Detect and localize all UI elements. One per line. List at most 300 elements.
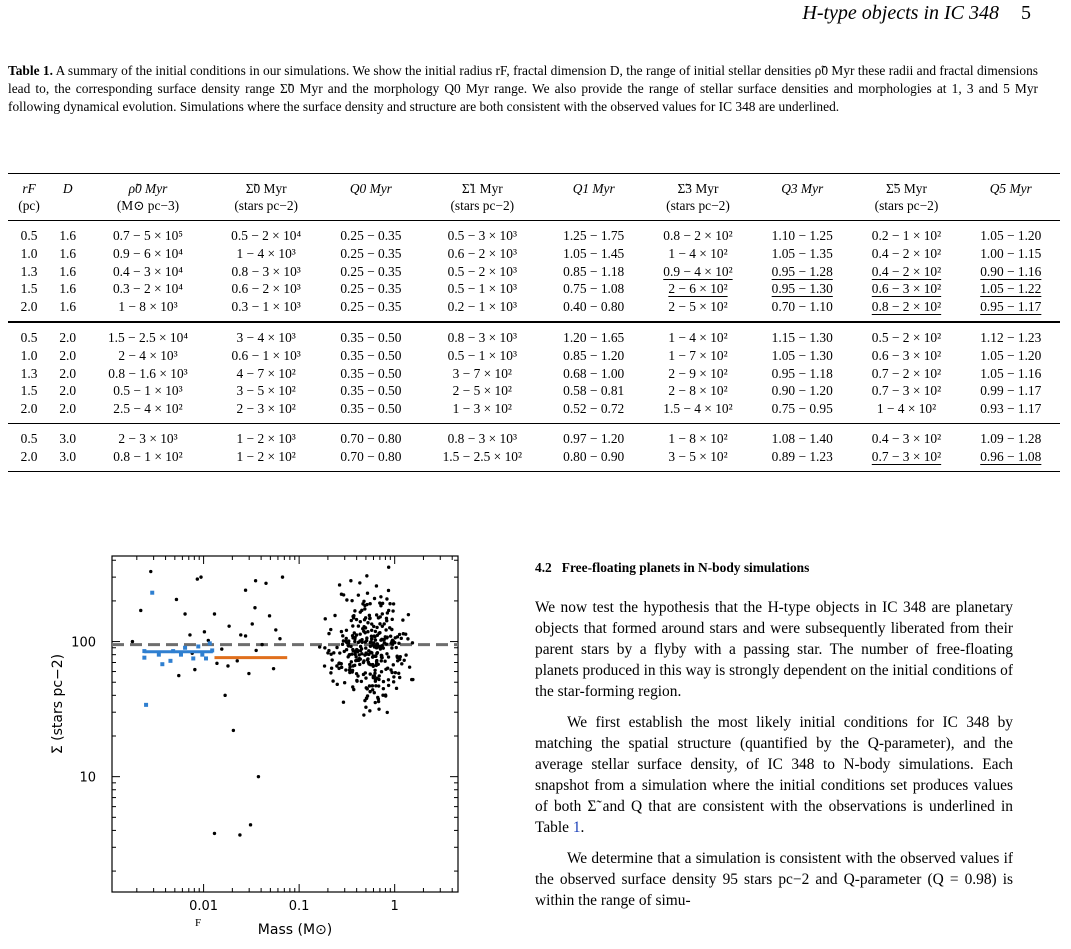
star-point [371, 663, 374, 666]
table-cell: 0.3 − 2 × 10⁴ [112, 281, 183, 297]
table-cell: 1.0 [20, 245, 38, 261]
star-point [249, 823, 252, 826]
table-cell: 0.5 − 2 × 10² [871, 329, 942, 345]
star-point [371, 688, 374, 691]
table-cell: 0.97 − 1.20 [563, 430, 625, 446]
column-header [962, 174, 1060, 221]
star-point [369, 641, 372, 644]
star-point [329, 653, 332, 656]
table-cell: 0.5 [20, 228, 38, 243]
star-point [360, 680, 363, 683]
blue-point [208, 641, 212, 645]
star-point [411, 678, 414, 681]
table-cell: 0.35 − 0.50 [340, 401, 402, 417]
star-point [268, 614, 271, 617]
star-point [381, 694, 384, 697]
table-cell: 1.00 − 1.15 [980, 245, 1042, 261]
star-point [345, 629, 348, 632]
star-point [358, 663, 361, 666]
star-point [193, 668, 196, 671]
table-cell: 1.05 − 1.20 [980, 228, 1042, 243]
star-point [380, 670, 383, 673]
column-header [851, 174, 961, 221]
table-cell: 2 − 5 × 10² [668, 299, 728, 315]
summary-table [8, 173, 1060, 472]
star-point [351, 648, 354, 651]
blue-point [179, 653, 183, 657]
star-point [353, 640, 356, 643]
star-point [386, 635, 389, 638]
x-tick-label: 1 [390, 899, 399, 914]
star-point [402, 632, 405, 635]
table-cell: 0.35 − 0.50 [340, 383, 402, 399]
star-point [392, 663, 395, 666]
star-point [257, 775, 260, 778]
paragraph-3: We determine that a simulation is consistent with the observed values if the observed surface density 95 stars pc−2 and Q-parameter (Q = 0.98) is within the range of simu- [535, 850, 1013, 909]
star-point [351, 670, 354, 673]
column-symbol: Q0 Myr [349, 181, 392, 196]
star-point [377, 616, 380, 619]
table-cell: 1 − 3 × 10² [452, 401, 512, 417]
star-point [333, 614, 336, 617]
table-cell: 1 − 4 × 10² [668, 245, 728, 261]
star-point [196, 577, 199, 580]
star-point [391, 618, 394, 621]
star-point [374, 630, 377, 633]
star-point [364, 646, 367, 649]
table-cell: 0.25 − 0.35 [340, 245, 402, 261]
star-point [374, 638, 377, 641]
star-point [380, 654, 383, 657]
table-cell: 4 − 7 × 10² [236, 365, 296, 381]
blue-point [168, 659, 172, 663]
star-point [358, 632, 361, 635]
table-cell: 3 − 5 × 10² [668, 448, 728, 464]
star-point [330, 658, 333, 661]
table-row [8, 298, 1060, 322]
y-axis-label: Σ (stars pc−2) [50, 653, 66, 755]
star-point [390, 671, 393, 674]
blue-point [142, 649, 146, 653]
table-row [8, 382, 1060, 400]
star-point [406, 637, 409, 640]
table-cell: 0.89 − 1.23 [771, 448, 833, 464]
column-symbol: D [62, 181, 73, 196]
star-point [183, 612, 186, 615]
paragraph-2-end: . [580, 819, 585, 836]
star-point [188, 633, 191, 636]
star-point [383, 660, 386, 663]
star-point [394, 671, 397, 674]
star-point [318, 645, 321, 648]
star-point [348, 663, 351, 666]
table-cell: 0.80 − 0.90 [563, 448, 625, 464]
table-cell: 1.6 [59, 228, 77, 243]
star-point [376, 634, 379, 637]
star-point [390, 646, 393, 649]
plot-frame [112, 556, 458, 892]
table-cell: 0.99 − 1.17 [980, 383, 1042, 399]
star-point [351, 615, 354, 618]
star-point [385, 642, 388, 645]
table-row [8, 347, 1060, 365]
table-cell: 0.70 − 0.80 [340, 430, 402, 446]
star-point [213, 832, 216, 835]
table-cell: 2 − 3 × 10² [236, 401, 296, 417]
blue-point [196, 644, 200, 648]
table-reference-link[interactable]: 1 [572, 819, 581, 836]
star-point [272, 667, 275, 670]
star-point [175, 598, 178, 601]
table-cell: 0.4 − 3 × 10² [871, 430, 942, 446]
star-point [384, 628, 387, 631]
table-cell: 0.8 − 2 × 10² [663, 228, 733, 243]
table-cell: 1 − 8 × 10² [668, 430, 728, 446]
table-cell: 2.0 [20, 401, 38, 417]
star-point [247, 672, 250, 675]
star-point [323, 664, 326, 667]
column-header [50, 174, 85, 221]
star-point [346, 655, 349, 658]
star-point [373, 691, 376, 694]
star-point [361, 641, 364, 644]
table-cell: 1.05 − 1.35 [771, 245, 833, 261]
blue-point [171, 649, 175, 653]
star-point [368, 602, 371, 605]
star-point [385, 597, 388, 600]
table-cell: 2.0 [59, 329, 77, 345]
table-cell: 0.8 − 1 × 10² [113, 448, 183, 464]
table-cell: 0.95 − 1.18 [771, 365, 833, 381]
table-cell: 0.95 − 1.30 [771, 281, 833, 297]
star-point [383, 638, 386, 641]
star-point [386, 711, 389, 714]
table-cell: 0.25 − 0.35 [340, 299, 402, 315]
table-cell: 0.8 − 3 × 10³ [447, 329, 517, 345]
star-point [238, 833, 241, 836]
star-point [366, 687, 369, 690]
star-point [331, 679, 334, 682]
table-cell: 1.05 − 1.16 [980, 365, 1042, 381]
star-point [359, 620, 362, 623]
star-point [397, 672, 400, 675]
star-point [338, 661, 341, 664]
table-cell: 0.3 − 1 × 10³ [231, 299, 301, 315]
star-point [399, 655, 402, 658]
table-cell: 0.6 − 3 × 10² [871, 281, 942, 297]
star-point [408, 665, 411, 668]
star-point [388, 602, 391, 605]
star-point [343, 650, 346, 653]
star-point [274, 628, 277, 631]
star-point [355, 633, 358, 636]
table-cell: 2.0 [59, 347, 77, 363]
table-cell: 1.12 − 1.23 [980, 329, 1042, 345]
column-symbol: Q1 Myr [572, 181, 615, 196]
star-point [338, 651, 341, 654]
star-point [131, 640, 134, 643]
star-point [403, 659, 406, 662]
column-header [322, 174, 420, 221]
table-cell: 2.0 [59, 401, 77, 417]
blue-point [142, 656, 146, 660]
star-point [353, 664, 356, 667]
column-symbol: Σ̃5 Myr [886, 181, 927, 196]
table-cell: 0.4 − 3 × 10⁴ [112, 263, 183, 279]
star-point [379, 645, 382, 648]
table-cell: 1.20 − 1.65 [563, 329, 625, 345]
star-point [367, 649, 370, 652]
star-point [327, 632, 330, 635]
table-cell: 2.0 [20, 299, 38, 315]
column-symbol: Q5 Myr [989, 181, 1032, 196]
column-unit: (stars pc−2) [666, 198, 730, 213]
star-point [387, 565, 390, 568]
star-point [400, 637, 403, 640]
star-point [373, 597, 376, 600]
x-axis-label: Mass (M⊙) [257, 922, 333, 938]
star-point [397, 642, 400, 645]
star-point [363, 607, 366, 610]
star-point [177, 674, 180, 677]
table-cell: 1.5 − 2.5 × 10² [442, 448, 522, 464]
table-row [8, 423, 1060, 447]
table-cell: 0.6 − 3 × 10² [871, 347, 942, 363]
table-cell: 2.0 [20, 448, 38, 464]
table-cell: 0.8 − 3 × 10³ [231, 263, 301, 279]
column-symbol: Σ̃0 Myr [245, 181, 287, 196]
page-number: 5 [1021, 2, 1031, 24]
star-point [366, 591, 369, 594]
table-cell: 2.0 [59, 365, 77, 381]
star-point [364, 706, 367, 709]
star-point [368, 614, 371, 617]
table-cell: 0.75 − 0.95 [771, 401, 833, 417]
table-cell: 1.05 − 1.22 [980, 281, 1042, 297]
star-point [377, 707, 380, 710]
column-symbol: Σ̃1 Myr [461, 181, 503, 196]
table-cell: 0.9 − 6 × 10⁴ [112, 245, 183, 261]
star-point [385, 617, 388, 620]
star-point [381, 602, 384, 605]
table-cell: 0.7 − 3 × 10² [871, 448, 942, 464]
table-cell: 0.58 − 0.81 [563, 383, 625, 399]
star-point [336, 683, 339, 686]
star-point [139, 609, 142, 612]
y-tick-label: 100 [71, 635, 96, 651]
star-point [404, 653, 407, 656]
star-point [348, 668, 351, 671]
table-cell: 0.5 − 1 × 10³ [447, 347, 517, 363]
star-point [395, 687, 398, 690]
star-point [375, 664, 378, 667]
table-cell: 1.5 − 4 × 10² [663, 401, 733, 417]
table-row [8, 448, 1060, 471]
star-point [380, 659, 383, 662]
star-point [358, 581, 361, 584]
star-point [373, 669, 376, 672]
star-point [386, 611, 389, 614]
blue-point [204, 656, 208, 660]
table-group [8, 322, 1060, 423]
table-cell: 0.4 − 2 × 10² [871, 263, 942, 279]
table-cell: 1.3 [20, 263, 38, 279]
column-unit: (pc) [18, 198, 40, 213]
table-caption [8, 62, 1038, 116]
star-point [351, 636, 354, 639]
star-point [338, 583, 341, 586]
table-cell: 2 − 5 × 10² [452, 383, 512, 399]
star-point [365, 636, 368, 639]
table-row [8, 400, 1060, 423]
table-cell: 1.05 − 1.20 [980, 347, 1042, 363]
star-point [377, 684, 380, 687]
star-point [366, 621, 369, 624]
star-point [389, 635, 392, 638]
table-cell: 0.95 − 1.17 [980, 299, 1042, 315]
star-point [364, 651, 367, 654]
table-cell: 1.6 [59, 263, 77, 279]
star-point [327, 649, 330, 652]
column-unit: (stars pc−2) [450, 198, 515, 213]
blue-point [200, 653, 204, 657]
scatter-figure [40, 548, 480, 938]
table-cell: 0.70 − 1.10 [771, 299, 833, 315]
column-header [545, 174, 643, 221]
column-symbol: Q3 Myr [781, 181, 824, 196]
table-cell: 1.15 − 1.30 [771, 329, 833, 345]
star-point [359, 657, 362, 660]
star-point [398, 676, 401, 679]
star-point [388, 626, 391, 629]
table-header-row [8, 174, 1060, 221]
table-caption-text: A summary of the initial conditions in our simulations. We show the initial radius rF, fractal dimension D, the range of initial stellar densities ρ̃0 Myr these radii and fractal dimensions lead to, the corresponding surface density range Σ̃0 Myr and the morphology Q0 Myr range. We also provide the range of stellar surface densities and morphologies at 1, 3 and 5 Myr following dynamical evolution. Simulations where the surface density and structure are both consistent with the observed values for IC 348 are underlined. [8, 63, 1038, 114]
star-point [340, 666, 343, 669]
table-cell: 1.6 [59, 281, 77, 297]
star-point [370, 629, 373, 632]
table-cell: 3 − 5 × 10² [236, 383, 296, 399]
table-cell: 0.2 − 1 × 10³ [447, 299, 517, 315]
table-cell: 0.70 − 0.80 [340, 448, 402, 464]
star-point [382, 687, 385, 690]
star-point [382, 680, 385, 683]
star-point [366, 694, 369, 697]
table-row [8, 280, 1060, 298]
x-tick-label: 0.01 [189, 899, 219, 914]
table-cell: 0.93 − 1.17 [980, 401, 1042, 417]
table-cell: 2 − 8 × 10² [668, 383, 728, 399]
star-point [365, 603, 368, 606]
column-unit: (stars pc−2) [234, 198, 299, 213]
table-cell: 0.5 − 2 × 10⁴ [231, 228, 302, 243]
star-point [369, 672, 372, 675]
star-point [387, 589, 390, 592]
star-point [355, 672, 358, 675]
section-heading [535, 560, 809, 576]
table-cell: 0.5 − 1 × 10³ [113, 383, 183, 399]
star-point [411, 641, 414, 644]
star-point [387, 678, 390, 681]
star-point [357, 641, 360, 644]
star-point [236, 659, 239, 662]
table-cell: 1.05 − 1.30 [771, 347, 833, 363]
star-point [253, 606, 256, 609]
blue-point [157, 653, 161, 657]
table-cell: 3.0 [59, 448, 77, 464]
star-point [385, 652, 388, 655]
star-point [203, 630, 206, 633]
table-cell: 1.5 − 2.5 × 10⁴ [107, 329, 188, 345]
star-point [340, 592, 343, 595]
star-point [363, 618, 366, 621]
table-cell: 3.0 [59, 430, 77, 446]
table-cell: 0.95 − 1.28 [771, 263, 833, 279]
column-header [753, 174, 851, 221]
table-cell: 0.5 − 3 × 10³ [447, 228, 517, 243]
star-point [376, 651, 379, 654]
table-cell: 0.35 − 0.50 [340, 365, 402, 381]
table-cell: 0.8 − 2 × 10² [871, 299, 942, 315]
table-cell: 1 − 4 × 10² [876, 401, 937, 417]
table-cell: 0.8 − 3 × 10³ [447, 430, 517, 446]
star-point [371, 684, 374, 687]
star-point [377, 697, 380, 700]
star-point [357, 624, 360, 627]
star-point [354, 653, 357, 656]
star-point [391, 609, 394, 612]
star-point [347, 644, 350, 647]
table-cell: 1.6 [59, 299, 77, 315]
column-header [85, 174, 210, 221]
star-point [361, 602, 364, 605]
star-point [324, 617, 327, 620]
star-point [350, 619, 353, 622]
star-point [213, 612, 216, 615]
star-point [358, 653, 361, 656]
paragraph-2-text: We first establish the most likely initial conditions for IC 348 by matching the spatial structure (quantified by the Q-parameter), and the average stellar surface density, of IC 348 to N-body simulations. Each snapshot from a simulation where the initial conditions set produces values of both Σ̃ and Q that are consistent with the observations is underlined in Table [535, 714, 1013, 836]
running-head-title: H-type objects in IC 348 [802, 2, 999, 24]
column-unit: (stars pc−2) [874, 198, 939, 213]
star-point [375, 646, 378, 649]
star-point [395, 646, 398, 649]
star-point [365, 574, 368, 577]
table-cell: 2 − 6 × 10² [668, 281, 728, 297]
table-cell: 0.35 − 0.50 [340, 329, 402, 345]
table-cell: 0.4 − 2 × 10² [871, 245, 942, 261]
section-title: Free-floating planets in N-body simulations [561, 560, 810, 575]
table-cell: 1 − 2 × 10² [236, 448, 296, 464]
table-caption-label: Table 1. [8, 63, 53, 78]
star-point [370, 651, 373, 654]
star-point [342, 701, 345, 704]
star-point [372, 674, 375, 677]
star-point [281, 575, 284, 578]
star-point [220, 647, 223, 650]
star-point [344, 668, 347, 671]
star-point [226, 664, 229, 667]
star-point [335, 646, 338, 649]
table-cell: 2 − 3 × 10³ [118, 430, 178, 446]
y-tick-label: 10 [79, 770, 96, 786]
star-point [393, 641, 396, 644]
table-cell: 1 − 7 × 10² [668, 347, 728, 363]
scatter-chart [40, 548, 480, 938]
blue-point [210, 648, 214, 652]
star-point [340, 630, 343, 633]
star-point [364, 640, 367, 643]
table-cell: 1 − 4 × 10² [668, 329, 728, 345]
table-row [8, 263, 1060, 281]
